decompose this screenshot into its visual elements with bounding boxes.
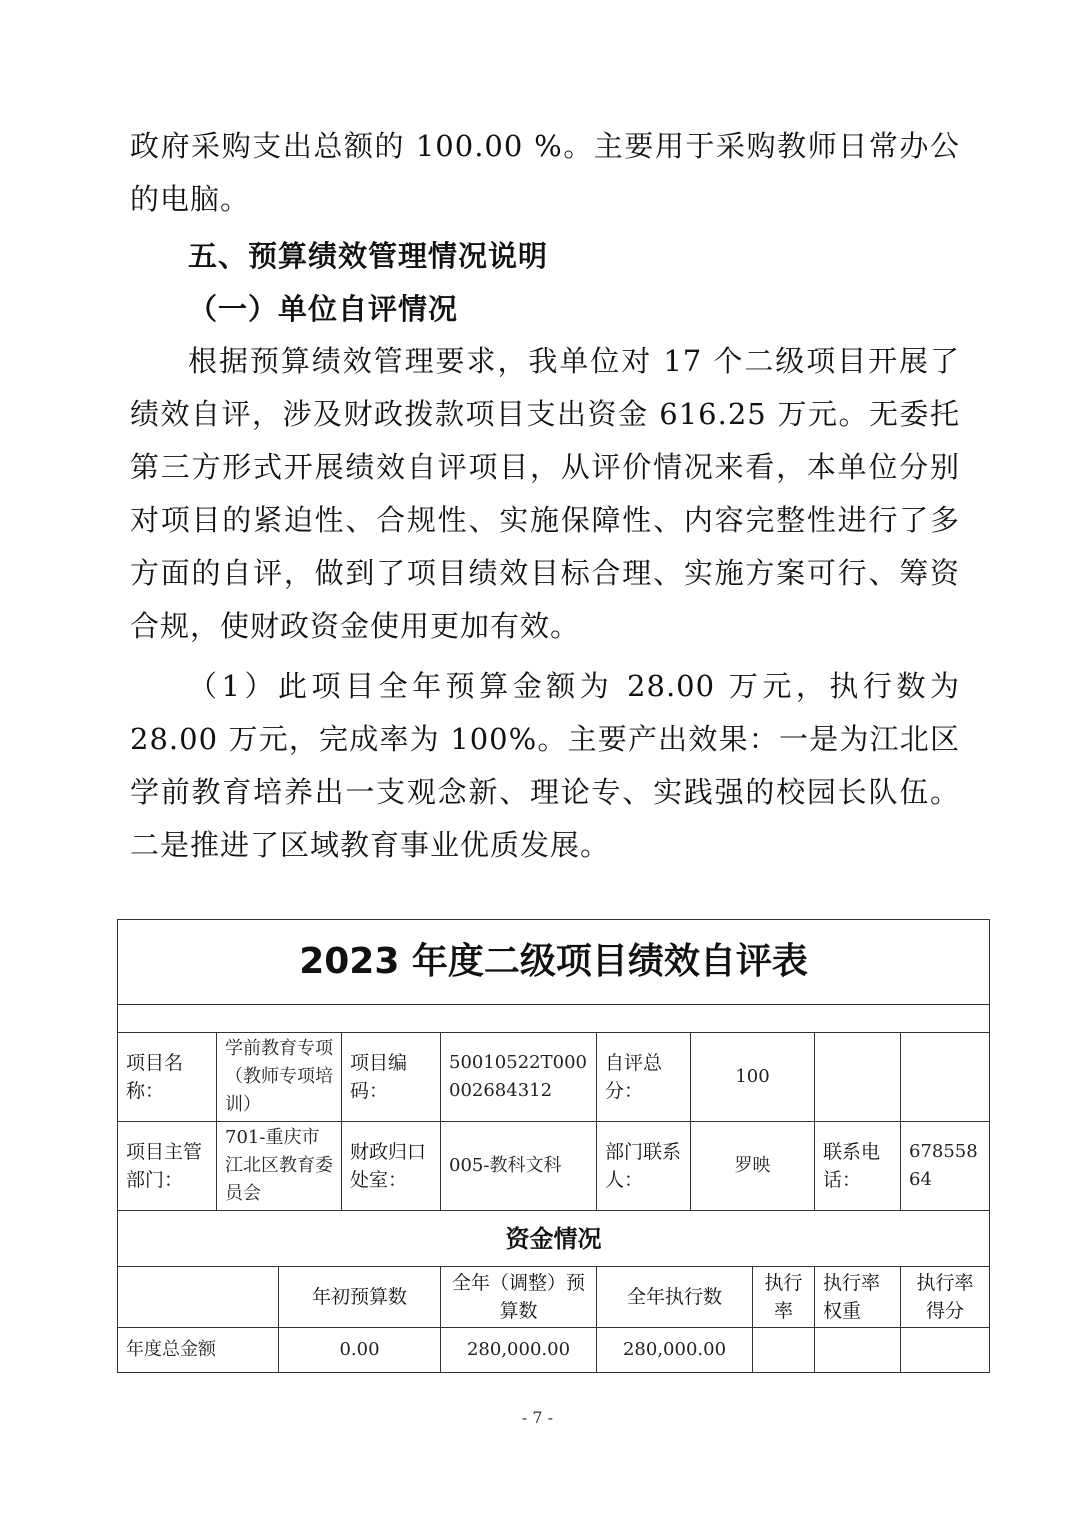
row-total-rate: [753, 1328, 815, 1373]
col-initial-budget: 年初预算数: [279, 1267, 441, 1328]
office-value: 005-教科文科: [441, 1122, 597, 1211]
table-spacer-row: [118, 1005, 990, 1033]
dept-label: 项目主管部门：: [118, 1122, 217, 1211]
project-code-value: 50010522T000002684312: [441, 1033, 597, 1122]
phone-label: 联系电话：: [815, 1122, 901, 1211]
contact-label: 部门联系人：: [597, 1122, 691, 1211]
row-total-initial: 0.00: [279, 1328, 441, 1373]
paragraph-procurement: 政府采购支出总额的 100.00 %。主要用于采购教师日常办公的电脑。: [130, 129, 960, 216]
col-execution-rate: 执行率: [753, 1267, 815, 1328]
page-number: - 7 -: [521, 1408, 554, 1427]
contact-value: 罗映: [691, 1122, 815, 1211]
project-name-value: 学前教育专项（教师专项培训）: [217, 1033, 342, 1122]
office-label: 财政归口处室：: [342, 1122, 441, 1211]
score-value: 100: [691, 1033, 815, 1122]
row-total-weight: [815, 1328, 901, 1373]
empty-cell: [901, 1033, 990, 1122]
project-name-label: 项目名称：: [118, 1033, 217, 1122]
heading-self-evaluation: （一）单位自评情况: [188, 292, 459, 326]
phone-value: 67855864: [901, 1122, 990, 1211]
col-adjusted-budget: 全年（调整）预算数: [441, 1267, 597, 1328]
empty-header-cell: [118, 1267, 279, 1328]
paragraph-self-evaluation: 根据预算绩效管理要求，我单位对 17 个二级项目开展了绩效自评，涉及财政拨款项目支出资金 616.25 万元。无委托第三方形式开展绩效自评项目，从评价情况来看，本单位分别对项目的紧迫性、合规性、实施保障性、内容完整性进行了多方面的自评，做到了项目绩效目标合理、实施方案可行、筹资合规，使财政资金使用更加有效。: [130, 344, 960, 643]
empty-cell: [815, 1033, 901, 1122]
row-total-rate-score: [901, 1328, 990, 1373]
row-total-executed: 280,000.00: [597, 1328, 753, 1373]
col-executed: 全年执行数: [597, 1267, 753, 1328]
table-title: 2023 年度二级项目绩效自评表: [118, 920, 990, 1005]
row-total-adjusted: 280,000.00: [441, 1328, 597, 1373]
col-rate-score: 执行率得分: [901, 1267, 990, 1328]
paragraph-project-1: （1）此项目全年预算金额为 28.00 万元，执行数为 28.00 万元，完成率为 100%。主要产出效果：一是为江北区学前教育培养出一支观念新、理论专、实践强的校园长队伍。二是推进了区域教育事业优质发展。: [130, 669, 960, 862]
row-total-label: 年度总金额: [118, 1328, 279, 1373]
performance-evaluation-table: [117, 919, 990, 1373]
project-code-label: 项目编码：: [342, 1033, 441, 1122]
heading-budget-performance: 五、预算绩效管理情况说明: [188, 239, 549, 273]
funds-section-title: 资金情况: [118, 1211, 990, 1267]
score-label: 自评总分：: [597, 1033, 691, 1122]
col-rate-weight: 执行率权重: [815, 1267, 901, 1328]
dept-value: 701-重庆市江北区教育委员会: [217, 1122, 342, 1211]
